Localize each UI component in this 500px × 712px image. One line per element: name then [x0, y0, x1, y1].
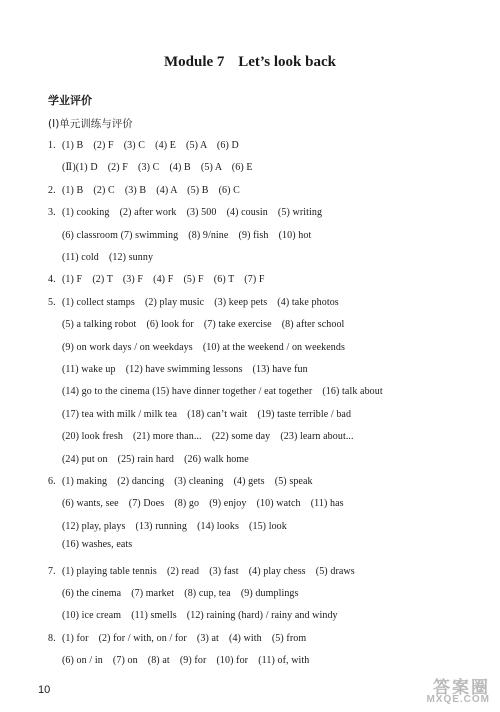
answer-text: (6) wants, see (7) Does (8) go (9) enjoy (10) watch (11) has: [62, 498, 344, 510]
answer-text: (1) F (2) T (3) F (4) F (5) F (6) T (7) F: [62, 274, 265, 286]
answer-line: [62, 450, 249, 465]
answer-text: (1) for (2) for / with, on / for (3) at (4) with (5) from: [62, 632, 307, 644]
answer-line: [62, 338, 345, 353]
answer-text: (12) play, plays (13) running (14) looks (15) look: [62, 520, 287, 532]
question-number: 8.: [48, 632, 56, 644]
answer-line: [62, 606, 338, 621]
answer-text: (16) washes, eats: [62, 539, 133, 551]
answer-line: [62, 360, 308, 375]
answer-text: (6) the cinema (7) market (8) cup, tea (9) dumplings: [62, 588, 299, 599]
answer-line: [48, 472, 313, 487]
page-title: [0, 54, 500, 71]
answer-text: (9) on work days / on weekdays (10) at the weekend / on weekends: [62, 341, 345, 353]
answer-line: [62, 405, 351, 420]
answer-text: (20) look fresh (21) more than... (22) some day (23) learn about...: [62, 431, 354, 443]
module-label: Module 7: [164, 54, 225, 70]
answer-line: [62, 584, 299, 599]
answer-line: [62, 539, 132, 550]
watermark-logo: [426, 678, 490, 706]
page-number: 10: [38, 684, 51, 696]
answer-line: [62, 517, 287, 532]
answer-text: (14) go to the cinema (15) have dinner together / eat together (16) talk about: [62, 386, 383, 398]
question-number: 1.: [48, 140, 56, 151]
answer-line: [62, 226, 311, 241]
question-number: 4.: [48, 274, 56, 286]
answer-text: (1) cooking (2) after work (3) 500 (4) cousin (5) writing: [62, 207, 323, 219]
answer-line: [62, 158, 253, 173]
answer-text: (1) collect stamps (2) play music (3) keep pets (4) take photos: [62, 296, 339, 308]
question-number: 7.: [48, 565, 56, 577]
answer-text: (10) ice cream (11) smells (12) raining (hard) / rainy and windy: [62, 610, 338, 622]
answer-line: [48, 270, 265, 285]
answer-text: (1) making (2) dancing (3) cleaning (4) gets (5) speak: [62, 476, 313, 487]
answer-text: (6) classroom (7) swimming (8) 9/nine (9) fish (10) hot: [62, 229, 312, 241]
answer-line: [62, 651, 309, 666]
answer-line: [48, 629, 306, 644]
answer-text: (1) playing table tennis (2) read (3) fast (4) play chess (5) draws: [62, 565, 355, 577]
question-number: 6.: [48, 476, 56, 487]
answer-text: (6) on / in (7) on (8) at (9) for (10) for (11) of, with: [62, 655, 310, 667]
answer-line: [62, 427, 354, 442]
module-name: Let’s look back: [238, 54, 336, 70]
answer-text: (11) cold (12) sunny: [62, 252, 154, 263]
answer-line: [48, 293, 339, 308]
answer-text: (1) B (2) C (3) B (4) A (5) B (6) C: [62, 184, 240, 196]
section-heading: 学业评价: [48, 94, 92, 107]
subsection-heading: (Ⅰ)单元训练与评价: [48, 118, 133, 130]
answer-line: [48, 181, 240, 196]
answer-text: (17) tea with milk / milk tea (18) can’t wait (19) taste terrible / bad: [62, 408, 352, 420]
answer-text: (1) B (2) F (3) C (4) E (5) A (6) D: [62, 140, 239, 151]
watermark-text: 答案圈: [433, 678, 490, 697]
answer-text: (5) a talking robot (6) look for (7) take exercise (8) after school: [62, 319, 345, 331]
answer-line: [48, 203, 322, 218]
answer-line: [62, 315, 344, 330]
answer-line: [48, 136, 239, 151]
answer-text: (24) put on (25) rain hard (26) walk home: [62, 453, 249, 465]
question-number: 3.: [48, 207, 56, 219]
answer-line: [62, 382, 383, 397]
answer-text: (Ⅱ)(1) D (2) F (3) C (4) B (5) A (6) E: [62, 162, 253, 174]
answer-line: [62, 248, 153, 263]
watermark-url: MXQE.COM: [426, 694, 490, 705]
answer-line: [48, 562, 355, 577]
answer-text: (11) wake up (12) have swimming lessons (13) have fun: [62, 364, 308, 375]
question-number: 2.: [48, 184, 56, 196]
question-number: 5.: [48, 296, 56, 308]
answer-line: [62, 494, 344, 509]
